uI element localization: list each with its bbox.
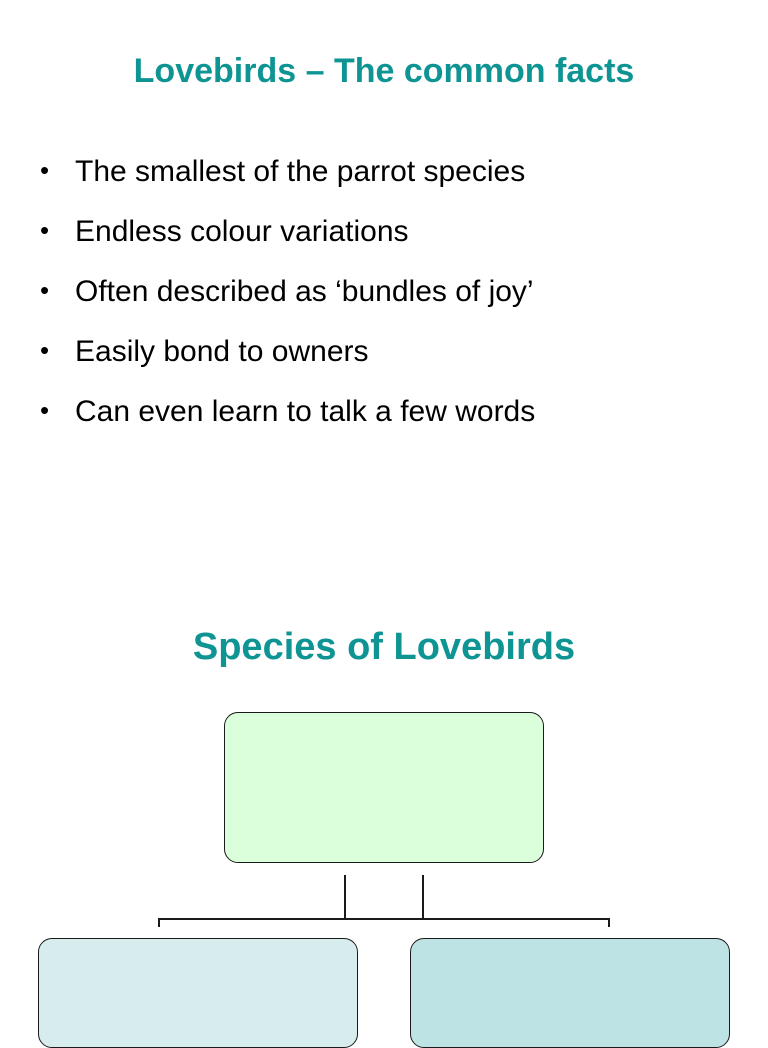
list-item bbox=[40, 268, 535, 328]
bullet-icon: • bbox=[40, 215, 50, 245]
org-chart-left-box bbox=[38, 938, 358, 1048]
connector-line bbox=[608, 918, 610, 927]
bullet-icon: • bbox=[40, 275, 50, 305]
fact-text: Endless colour variations bbox=[75, 215, 409, 248]
bullet-icon: • bbox=[40, 335, 50, 365]
org-chart-right-box bbox=[410, 938, 730, 1048]
connector-line bbox=[158, 918, 160, 927]
fact-text: Can even learn to talk a few words bbox=[75, 395, 536, 428]
list-item bbox=[40, 388, 535, 448]
connector-line bbox=[158, 918, 610, 920]
connector-line bbox=[422, 875, 424, 919]
bullet-icon: • bbox=[40, 155, 50, 185]
list-item bbox=[40, 208, 535, 268]
org-chart-root-box bbox=[224, 712, 544, 863]
fact-text: Easily bond to owners bbox=[75, 335, 369, 368]
bullet-icon: • bbox=[40, 395, 50, 425]
list-item bbox=[40, 328, 535, 388]
fact-text: Often described as ‘bundles of joy’ bbox=[75, 275, 534, 308]
facts-list bbox=[40, 148, 535, 448]
facts-title: Lovebirds – The common facts bbox=[133, 52, 635, 90]
fact-text: The smallest of the parrot species bbox=[75, 155, 526, 188]
species-title: Species of Lovebirds bbox=[192, 626, 576, 668]
list-item bbox=[40, 148, 535, 208]
connector-line bbox=[344, 875, 346, 919]
